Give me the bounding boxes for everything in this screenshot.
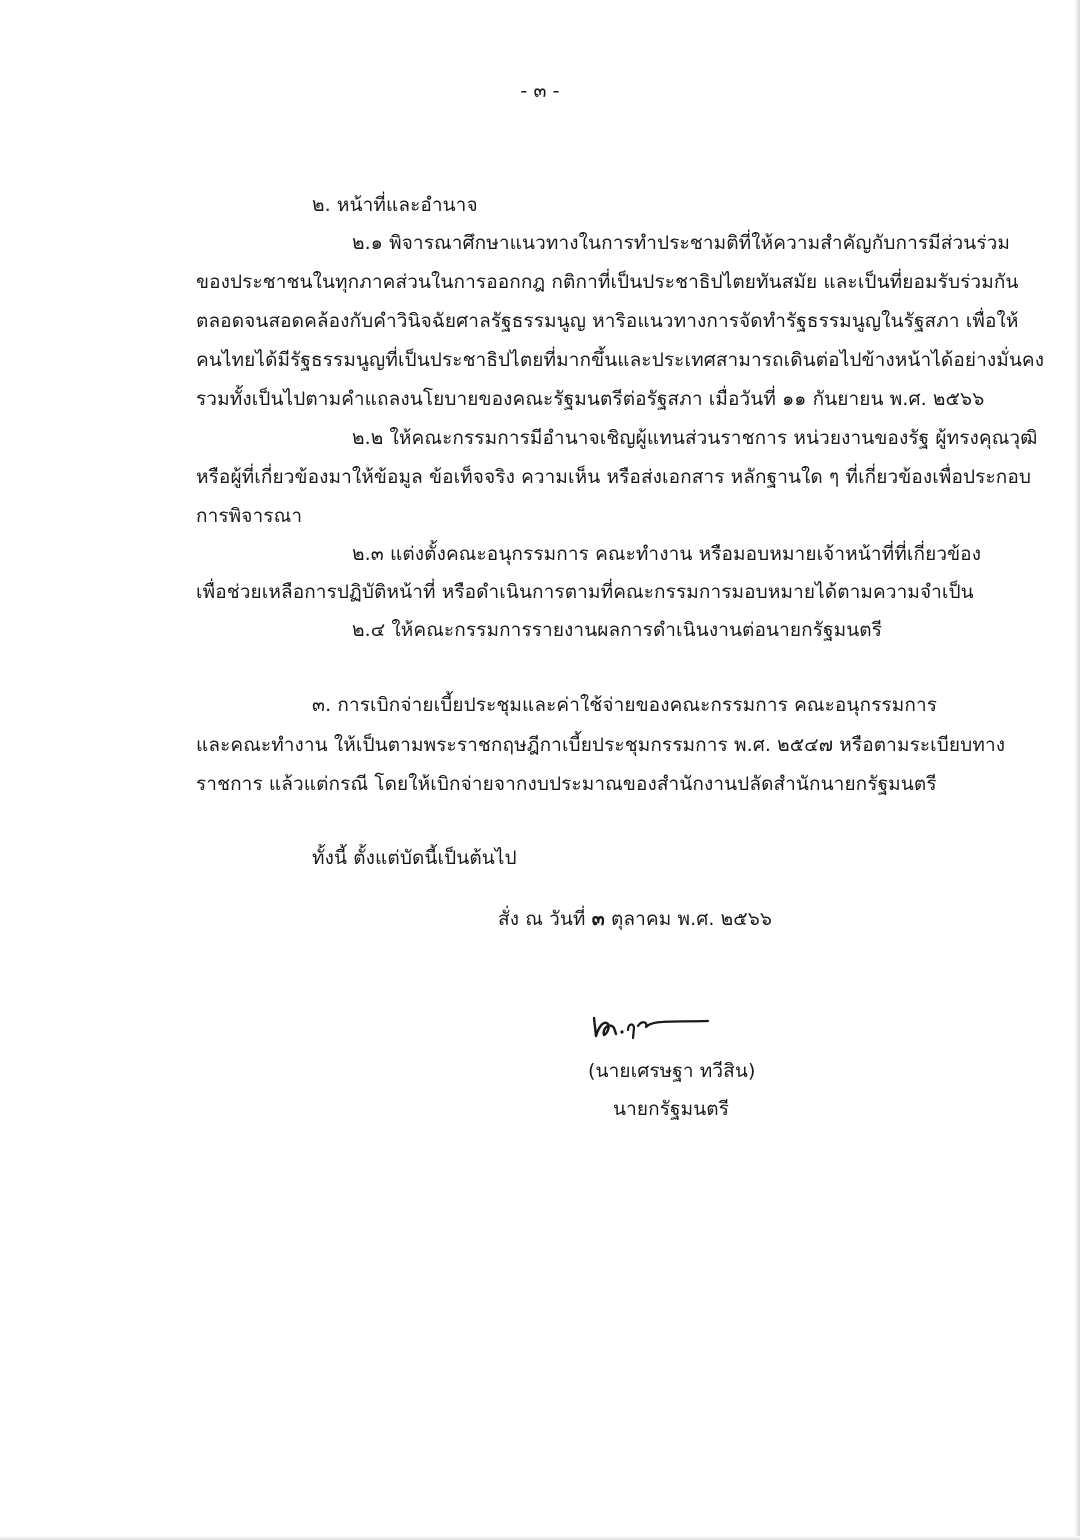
signer-title: นายกรัฐมนตรี — [613, 1098, 730, 1120]
order-date — [498, 906, 772, 932]
item-2-2-line-3: การพิจารณา — [196, 505, 303, 527]
item-2-1-line-5: รวมทั้งเป็นไปตามคำแถลงนโยบายของคณะรัฐมนตรีต่อรัฐสภา เมื่อวันที่ ๑๑ กันยายน พ.ศ. ๒๕๖๖ — [196, 388, 985, 410]
section-2-heading: ๒. หน้าที่และอำนาจ — [312, 194, 478, 216]
item-2-1-line-1: ๒.๑ พิจารณาศึกษาแนวทางในการทำประชามติที่ให้ความสำคัญกับการมีส่วนร่วม — [352, 232, 1011, 254]
date-suffix: ตุลาคม พ.ศ. ๒๕๖๖ — [610, 908, 773, 930]
item-2-1-line-4: คนไทยได้มีรัฐธรรมนูญที่เป็นประชาธิปไตยที่มากขึ้นและประเทศสามารถเดินต่อไปข้างหน้าได้อย่างมั่นคง — [196, 349, 1045, 371]
section-3-line-2: และคณะทำงาน ให้เป็นตามพระราชกฤษฎีกาเบี้ยประชุมกรรมการ พ.ศ. ๒๕๔๗ หรือตามระเบียบทาง — [196, 734, 1006, 756]
date-prefix: สั่ง ณ วันที่ — [498, 908, 586, 930]
item-2-3-line-2: เพื่อช่วยเหลือการปฏิบัติหน้าที่ หรือดำเนินการตามที่คณะกรรมการมอบหมายได้ตามความจำเป็น — [196, 581, 974, 603]
item-2-2-line-2: หรือผู้ที่เกี่ยวข้องมาให้ข้อมูล ข้อเท็จจริง ความเห็น หรือส่งเอกสาร หลักฐานใด ๆ ที่เกี่ยวข้องเพื่อประกอบ — [196, 466, 1032, 488]
scan-edge-shadow-bottom — [0, 1536, 1080, 1540]
item-2-3-line-1: ๒.๓ แต่งตั้งคณะอนุกรรมการ คณะทำงาน หรือมอบหมายเจ้าหน้าที่ที่เกี่ยวข้อง — [352, 543, 982, 565]
item-2-4-line-1: ๒.๔ ให้คณะกรรมการรายงานผลการดำเนินงานต่อนายกรัฐมนตรี — [352, 619, 883, 641]
handwritten-signature — [590, 1004, 720, 1044]
scan-edge-shadow — [1074, 0, 1080, 1540]
closing-statement: ทั้งนี้ ตั้งแต่บัดนี้เป็นต้นไป — [312, 847, 517, 869]
page-number: - ๓ - — [520, 80, 560, 102]
item-2-1-line-3: ตลอดจนสอดคล้องกับคำวินิจฉัยศาลรัฐธรรมนูญ หาริอแนวทางการจัดทำรัฐธรรมนูญในรัฐสภา เพื่อให้ — [196, 310, 1019, 332]
signer-name: (นายเศรษฐา ทวีสิน) — [588, 1060, 756, 1082]
section-3-line-3: ราชการ แล้วแต่กรณี โดยให้เบิกจ่ายจากงบประมาณของสำนักงานปลัดสำนักนายกรัฐมนตรี — [196, 773, 937, 795]
item-2-1-line-2: ของประชาชนในทุกภาคส่วนในการออกกฎ กติกาที่เป็นประชาธิปไตยทันสมัย และเป็นที่ยอมรับร่วมกัน — [196, 271, 1019, 293]
date-day: ๓ — [591, 908, 605, 930]
item-2-2-line-1: ๒.๒ ให้คณะกรรมการมีอำนาจเชิญผู้แทนส่วนราชการ หน่วยงานของรัฐ ผู้ทรงคุณวุฒิ — [352, 427, 1038, 449]
section-3-line-1: ๓. การเบิกจ่ายเบี้ยประชุมและค่าใช้จ่ายของคณะกรรมการ คณะอนุกรรมการ — [312, 694, 938, 716]
